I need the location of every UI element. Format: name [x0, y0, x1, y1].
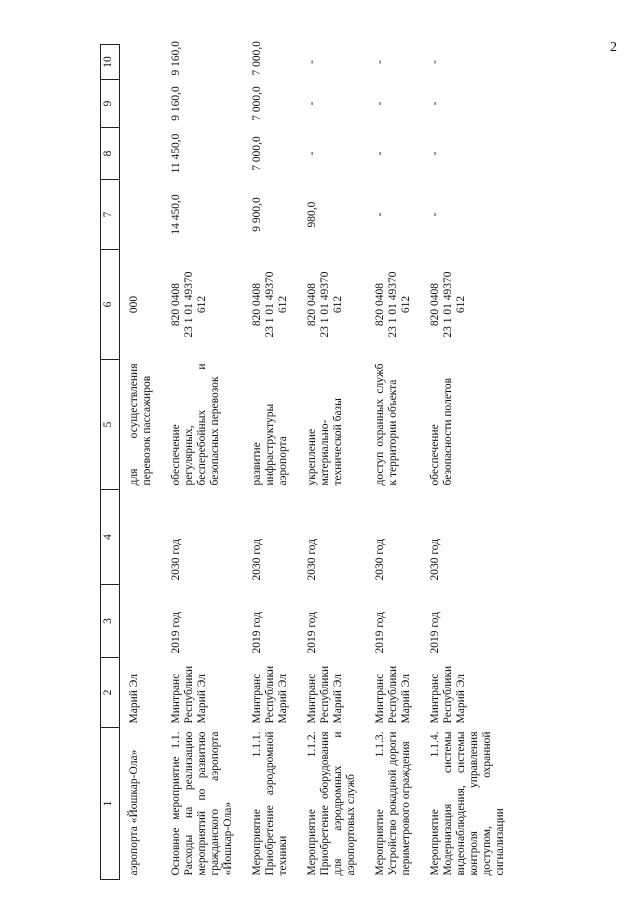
executor-cell: Марий Эл: [128, 674, 140, 724]
budget-code-line: 820 0408: [251, 282, 263, 327]
event-name-cell: Основное мероприятие 1.1. Расходы на реализацию мероприятий по развитию гражданского аэропорта «Йошкар-Ола»: [170, 731, 234, 876]
amount-cell: [120, 180, 169, 250]
budget-code-line: 820 0408: [429, 282, 441, 327]
event-name-cell: Мероприятие 1.1.4. Модернизация системы видеонаблюдения, системы контроля управления доступом, охранной сигнализации: [429, 731, 506, 876]
amount-cell: [120, 128, 169, 180]
amount-cell: -: [429, 212, 441, 217]
result-cell: развитие инфраструктуры аэропорта: [251, 403, 289, 486]
amount-cell: 7 000,0: [251, 136, 263, 171]
executor-cell: Минтранс Республики Марий Эл: [374, 665, 412, 724]
budget-code-line: 23 1 01 49370: [319, 271, 331, 338]
start-year-cell: 2019 год: [374, 611, 386, 654]
amount-cell: 7 000,0: [251, 41, 263, 76]
amount-cell: -: [374, 60, 386, 64]
header-cell: 10: [101, 45, 120, 80]
budget-code-line: 23 1 01 49370: [264, 271, 276, 338]
budget-code-line: 23 1 01 49370: [387, 271, 399, 338]
end-year-cell: 2030 год: [306, 538, 318, 581]
budget-code-cell: [372, 250, 427, 360]
amount-cell: -: [429, 151, 441, 156]
header-row: [101, 45, 120, 880]
budget-code-line: 000: [128, 295, 140, 314]
result-cell: обеспечение безопасности полетов: [429, 377, 454, 486]
amount-cell: 9 160,0: [170, 41, 182, 76]
executor-cell: Минтранс Республики Марий Эл: [429, 665, 467, 724]
budget-code-line: 612: [400, 295, 412, 314]
page-number: 2: [610, 40, 617, 55]
amount-cell: 14 450,0: [170, 194, 182, 235]
amount-cell: [120, 45, 169, 80]
end-year-cell: 2030 год: [170, 538, 182, 581]
budget-code-line: 820 0408: [374, 282, 386, 327]
end-year-cell: 2030 год: [429, 538, 441, 581]
amount-cell: -: [374, 101, 386, 106]
header-cell: 7: [101, 180, 120, 250]
executor-cell: Минтранс Республики Марий Эл: [170, 665, 208, 724]
result-cell: для осуществления перевозок пассажиров: [128, 363, 153, 486]
event-name-cell: Мероприятие 1.1.3. Устройство рокадной дороги периметрового ограждения: [374, 731, 412, 876]
budget-code-line: 23 1 01 49370: [183, 271, 195, 338]
budget-code-cell: [168, 250, 249, 360]
amount-cell: -: [374, 212, 386, 217]
result-cell: укрепление материально-технической базы: [306, 398, 344, 486]
header-cell: 5: [101, 360, 120, 490]
table-row: [304, 45, 372, 880]
budget-code-line: 612: [455, 295, 467, 314]
budget-code-cell: [120, 250, 169, 360]
budget-code-line: 820 0408: [306, 282, 318, 327]
header-cell: 3: [101, 585, 120, 658]
budget-code-line: 23 1 01 49370: [442, 271, 454, 338]
amount-cell: 980,0: [306, 201, 318, 228]
start-year-cell: 2019 год: [429, 611, 441, 654]
header-cell: 4: [101, 490, 120, 585]
event-name-cell: Мероприятие 1.1.2. Приобретение оборудования для аэродромных и аэропортовых служб: [306, 731, 357, 876]
start-year-cell: 2019 год: [170, 611, 182, 654]
amount-cell: -: [429, 60, 441, 64]
executor-cell: Минтранс Республики Марий Эл: [251, 665, 289, 724]
budget-code-line: 612: [196, 295, 208, 314]
amount-cell: -: [306, 101, 318, 106]
event-name-cell: аэропорта «Йошкар-Ола»: [128, 749, 140, 876]
budget-code-line: 612: [277, 295, 289, 314]
end-year-cell: 2030 год: [374, 538, 386, 581]
executor-cell: Минтранс Республики Марий Эл: [306, 665, 344, 724]
result-cell: доступ охранных служб к территории объекта: [374, 363, 399, 486]
end-year-cell: [120, 490, 169, 585]
table-row: [427, 45, 521, 880]
table-row: [249, 45, 304, 880]
amount-cell: -: [374, 151, 386, 156]
header-cell: 8: [101, 128, 120, 180]
amount-cell: 11 450,0: [170, 133, 182, 174]
budget-code-cell: [304, 250, 372, 360]
amount-cell: -: [306, 60, 318, 64]
budget-code-line: 820 0408: [170, 282, 182, 327]
result-cell: обеспечение регулярных, бесперебойных и безопасных перевозок: [170, 363, 221, 486]
table-row: [120, 45, 169, 880]
event-name-cell: Мероприятие 1.1.1. Приобретение аэродромной техники: [251, 731, 289, 876]
amount-cell: 9 160,0: [170, 86, 182, 121]
rotated-table-container: [100, 41, 639, 880]
budget-code-cell: [249, 250, 304, 360]
header-cell: 9: [101, 80, 120, 128]
amount-cell: -: [306, 151, 318, 156]
budget-code-line: 612: [332, 295, 344, 314]
program-table: [100, 41, 521, 880]
start-year-cell: 2019 год: [251, 611, 263, 654]
header-cell: 1: [101, 728, 120, 880]
budget-code-cell: [427, 250, 521, 360]
amount-cell: [120, 80, 169, 128]
start-year-cell: [120, 585, 169, 658]
table-row: [168, 45, 249, 880]
end-year-cell: 2030 год: [251, 538, 263, 581]
header-cell: 6: [101, 250, 120, 360]
header-cell: 2: [101, 658, 120, 728]
start-year-cell: 2019 год: [306, 611, 318, 654]
table-row: [372, 45, 427, 880]
amount-cell: -: [429, 101, 441, 106]
amount-cell: 9 900,0: [251, 197, 263, 232]
amount-cell: 7 000,0: [251, 86, 263, 121]
